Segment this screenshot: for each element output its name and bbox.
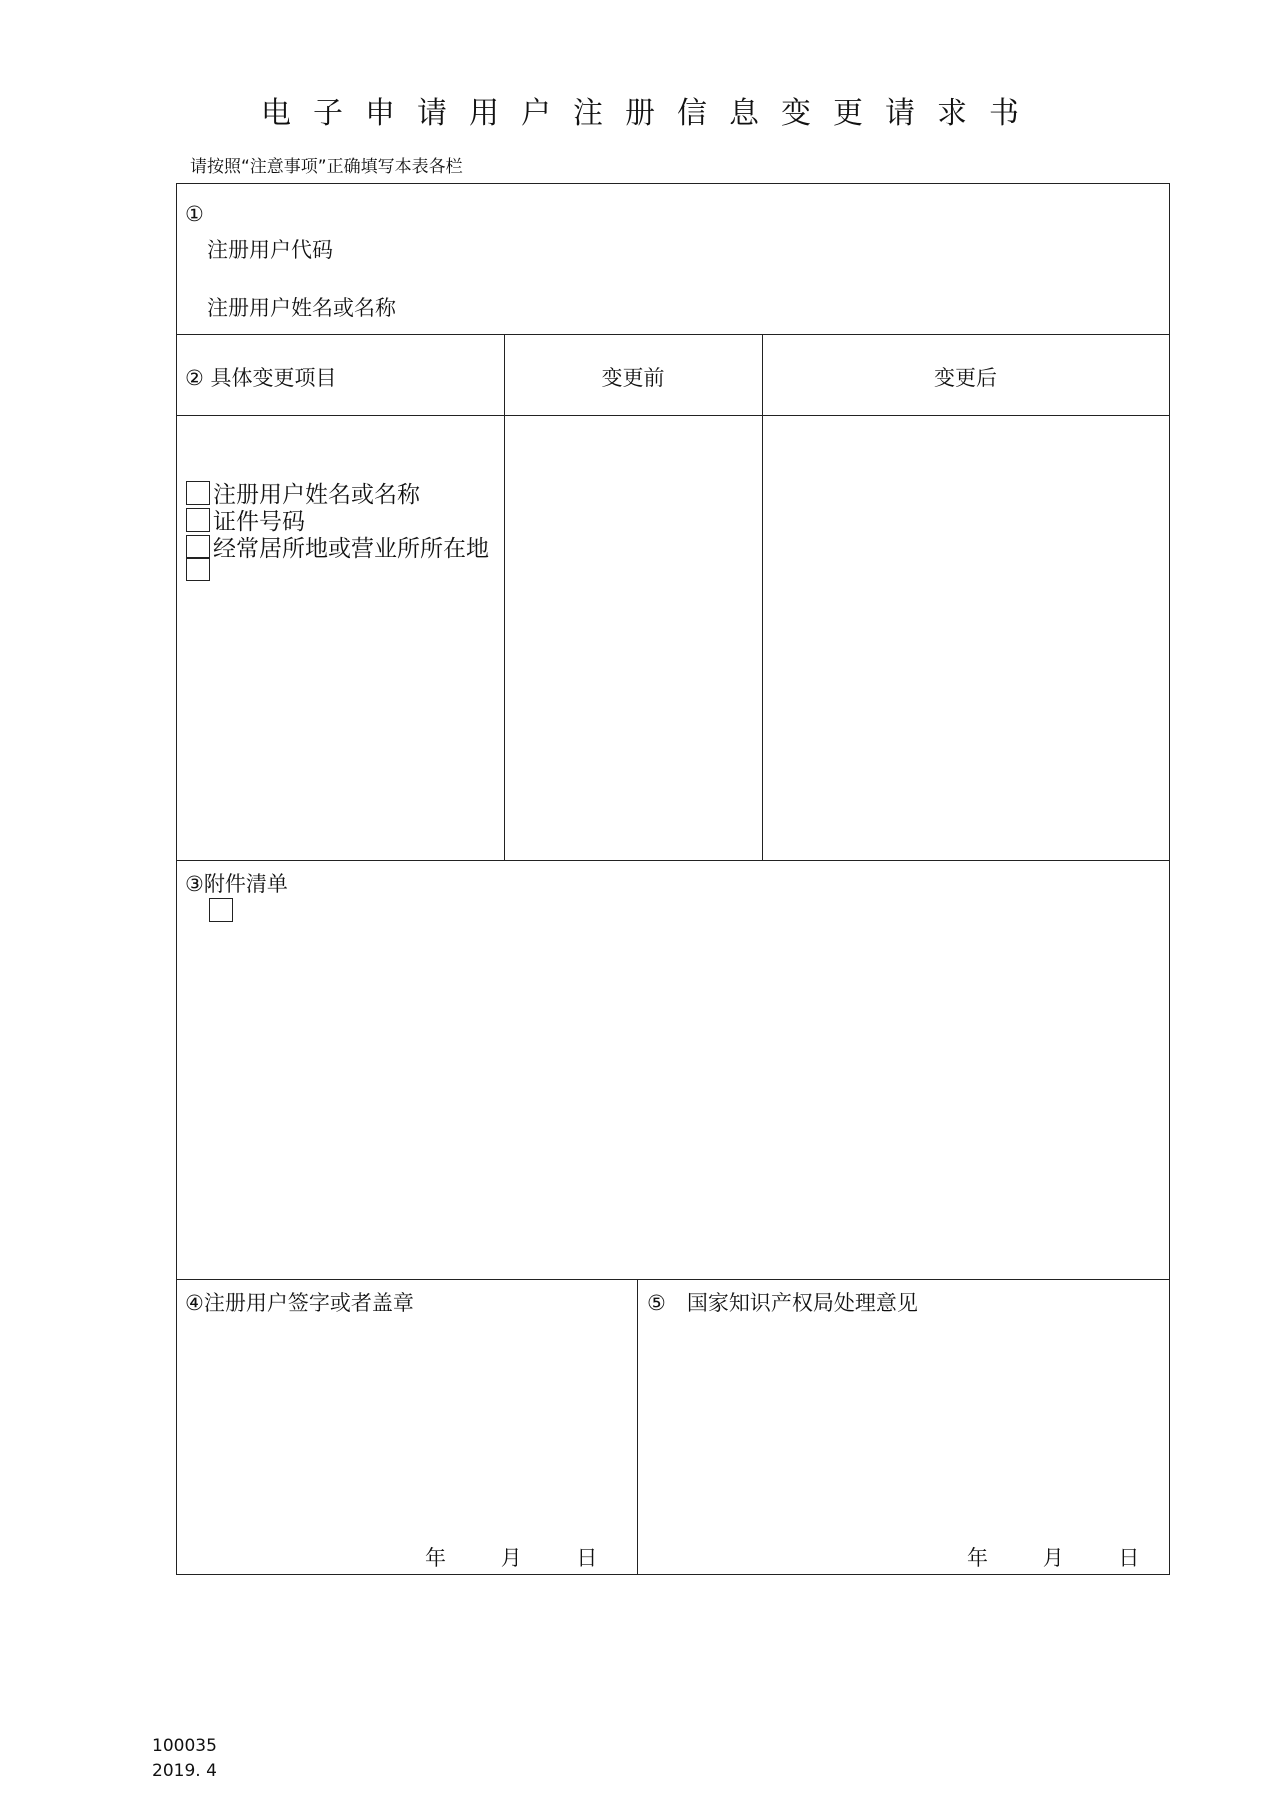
option-label: 经常居所地或营业所所在地	[213, 536, 489, 562]
checkbox[interactable]	[186, 557, 210, 581]
option-other[interactable]	[186, 557, 213, 581]
after-change-header: 变更后	[934, 366, 997, 390]
checkbox[interactable]	[186, 535, 210, 559]
column-divider	[762, 334, 763, 860]
divider-line	[177, 415, 1169, 416]
option-label: 证件号码	[213, 509, 305, 535]
checkbox[interactable]	[186, 508, 210, 532]
form-version: 2019. 4	[152, 1761, 217, 1781]
user-code-label: 注册用户代码	[207, 238, 333, 262]
date-year: 年	[425, 1546, 446, 1570]
column-divider	[637, 1279, 638, 1574]
column-divider	[504, 334, 505, 860]
section1-number: ①	[185, 202, 204, 226]
attachment-checkbox[interactable]	[209, 898, 233, 922]
divider-line	[177, 860, 1169, 861]
divider-line	[177, 334, 1169, 335]
date-day: 日	[576, 1546, 598, 1570]
checkbox[interactable]	[186, 481, 210, 505]
option-residence[interactable]	[186, 530, 489, 563]
before-change-header: 变更前	[601, 366, 665, 390]
office-opinion-label: ⑤ 国家知识产权局处理意见	[647, 1291, 918, 1315]
change-items-header: ② 具体变更项目	[185, 366, 337, 390]
option-label: 注册用户姓名或名称	[213, 482, 420, 508]
date-day: 日	[1118, 1546, 1140, 1570]
signature-date	[425, 1542, 597, 1572]
request-form	[176, 183, 1170, 1575]
date-month: 月	[500, 1546, 522, 1570]
form-code: 100035	[152, 1736, 217, 1756]
user-name-label: 注册用户姓名或名称	[207, 296, 396, 320]
date-year: 年	[967, 1546, 988, 1570]
signature-label: ④注册用户签字或者盖章	[185, 1291, 414, 1315]
office-date	[967, 1542, 1139, 1572]
divider-line	[177, 1279, 1169, 1280]
attachments-label: ③附件清单	[185, 872, 288, 896]
date-month: 月	[1042, 1546, 1064, 1570]
instruction-text: 请按照“注意事项”正确填写本表各栏	[190, 157, 463, 177]
form-title: 电子申请用户注册信息变更请求书	[261, 96, 1041, 131]
